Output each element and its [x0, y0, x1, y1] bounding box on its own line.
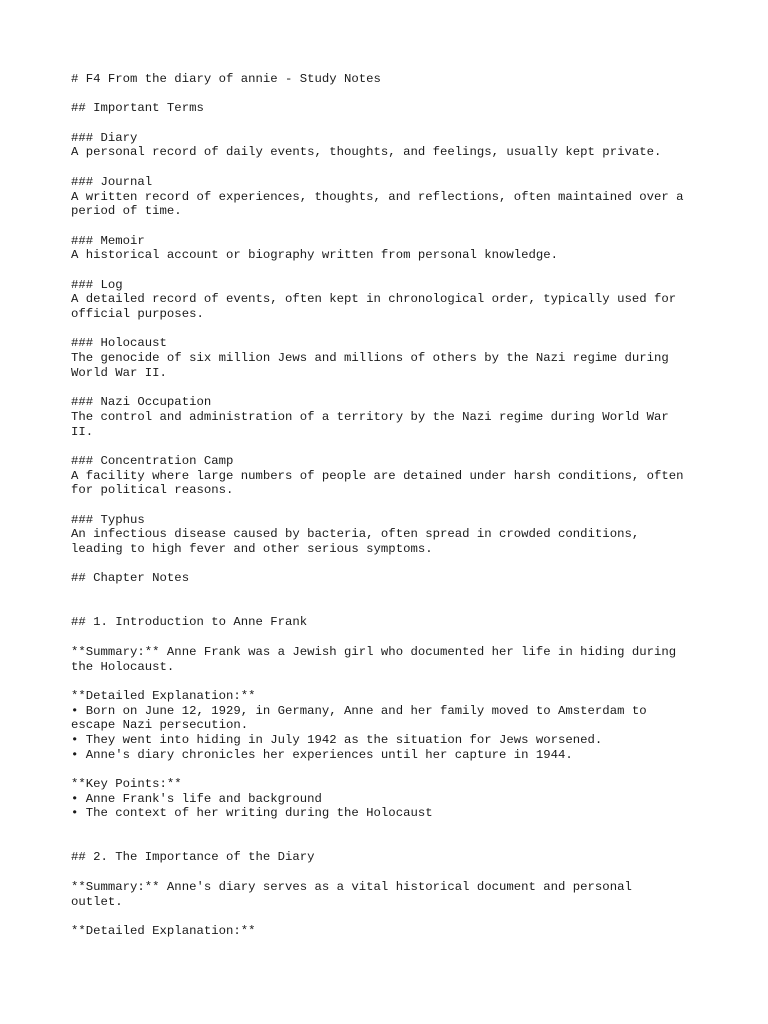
blank-line [71, 219, 711, 234]
text-line: official purposes. [71, 307, 204, 321]
text-line: An infectious disease caused by bacteria, often spread in crowded conditions, [71, 527, 640, 542]
term-heading: ### Concentration Camp [71, 453, 234, 468]
blank-line [71, 762, 711, 777]
section-heading: ## Important Terms [71, 101, 204, 116]
blank-line [71, 87, 711, 102]
text-line: **Summary:** Anne's diary serves as a vital historical document and personal [71, 879, 632, 894]
text-line: period of time. [71, 204, 182, 219]
text-line: **Summary:** Anne Frank was a Jewish girl who documented her life in hiding during [71, 644, 677, 659]
blank-line [71, 586, 711, 601]
text-line: **Key Points:** [71, 777, 182, 791]
blank-line [71, 909, 711, 924]
blank-line [71, 630, 711, 645]
document-body [71, 72, 711, 939]
section-heading: ## 2. The Importance of the Diary [71, 850, 315, 865]
bullet-item: • Born on June 12, 1929, in Germany, Anne and her family moved to Amsterdam to [71, 703, 647, 718]
term-heading: ### Typhus [71, 512, 145, 527]
text-line: A detailed record of events, often kept in chronological order, typically used for [71, 292, 677, 307]
bullet-item: • Anne's diary chronicles her experiences until her capture in 1944. [71, 747, 573, 762]
blank-line [71, 380, 711, 395]
blank-line [71, 263, 711, 278]
bullet-item: • Anne Frank's life and background [71, 791, 322, 806]
text-line: outlet. [71, 894, 123, 909]
blank-line [71, 836, 711, 851]
text-line: escape Nazi persecution. [71, 718, 249, 733]
term-heading: ### Diary [71, 130, 138, 145]
text-line: the Holocaust. [71, 659, 175, 674]
blank-line [71, 557, 711, 572]
bullet-item: • The context of her writing during the Holocaust [71, 806, 433, 821]
term-heading: ### Journal [71, 174, 153, 189]
term-heading: ### Log [71, 277, 123, 292]
blank-line [71, 116, 711, 131]
text-line: A historical account or biography written from personal knowledge. [71, 248, 559, 263]
blank-line [71, 322, 711, 337]
text-line: World War II. [71, 365, 167, 380]
section-heading: ## 1. Introduction to Anne Frank [71, 615, 308, 630]
blank-line [71, 674, 711, 689]
blank-line [71, 821, 711, 836]
blank-line [71, 160, 711, 175]
blank-line [71, 865, 711, 880]
text-line: **Detailed Explanation:** [71, 923, 256, 938]
text-line: The control and administration of a territory by the Nazi regime during World War [71, 409, 669, 424]
term-heading: ### Nazi Occupation [71, 395, 212, 410]
text-line: The genocide of six million Jews and millions of others by the Nazi regime during [71, 351, 669, 366]
text-line: **Detailed Explanation:** [71, 688, 256, 703]
blank-line [71, 439, 711, 454]
text-line: A personal record of daily events, thoughts, and feelings, usually kept private. [71, 145, 662, 160]
text-line: for political reasons. [71, 483, 234, 498]
blank-line [71, 601, 711, 616]
text-line: leading to high fever and other serious symptoms. [71, 542, 433, 556]
term-heading: ### Memoir [71, 233, 145, 248]
bullet-item: • They went into hiding in July 1942 as the situation for Jews worsened. [71, 732, 603, 747]
document-title: # F4 From the diary of annie - Study Notes [71, 72, 381, 86]
blank-line [71, 498, 711, 513]
text-line: A facility where large numbers of people are detained under harsh conditions, often [71, 468, 684, 483]
text-line: A written record of experiences, thoughts, and reflections, often maintained over a [71, 189, 684, 204]
text-line: II. [71, 424, 94, 439]
term-heading: ### Holocaust [71, 336, 167, 351]
section-heading: ## Chapter Notes [71, 571, 190, 586]
